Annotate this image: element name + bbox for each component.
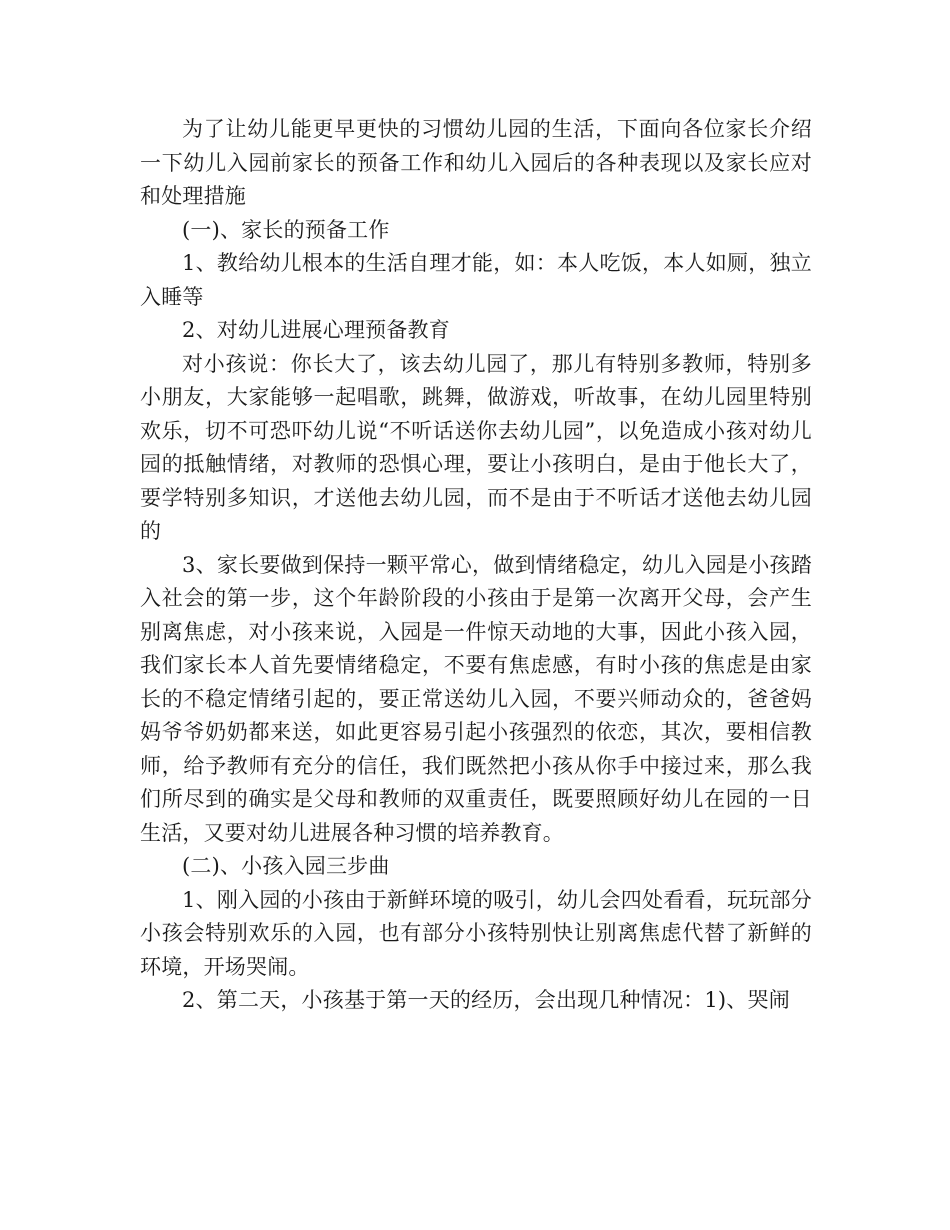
section-heading-parent-preparation: (一)、家长的预备工作 — [182, 217, 390, 242]
item-second-day: 2、第二天，小孩基于第一天的经历，会出现几种情况：1)、哭闹 — [182, 988, 790, 1012]
item-self-care-skills: 1、教给幼儿根本的生活自理才能，如：本人吃饭，本人如厕，独立入睡等 — [140, 251, 812, 309]
item-first-day: 1、刚入园的小孩由于新鲜环境的吸引，幼儿会四处看看，玩玩部分小孩会特别欢乐的入园，也有部分小孩特别快让别离焦虑代替了新鲜的环境，开场哭闹。 — [140, 887, 812, 979]
paragraph-talk-to-child: 对小孩说：你长大了，该去幼儿园了，那儿有特别多教师，特别多小朋友，大家能够一起唱歌，跳舞，做游戏，听故事，在幼儿园里特别欢乐，切不可恐吓幼儿说“不听话送你去幼儿园”，以免造成小孩对幼儿园的抵触情绪，对教师的恐惧心理，要让小孩明白，是由于他长大了，要学特别多知识，才送他去幼儿园，而不是由于不听话才送他去幼儿园的 — [140, 351, 812, 543]
item-parent-calm-mind: 3、家长要做到保持一颗平常心，做到情绪稳定，幼儿入园是小孩踏入社会的第一步，这个年龄阶段的小孩由于是第一次离开父母，会产生别离焦虑，对小孩来说，入园是一件惊天动地的大事，因此小孩入园，我们家长本人首先要情绪稳定，不要有焦虑感，有时小孩的焦虑是由家长的不稳定情绪引起的，要正常送幼儿入园，不要兴师动众的，爸爸妈妈爷爷奶奶都来送，如此更容易引起小孩强烈的依恋，其次，要相信教师，给予教师有充分的信任，我们既然把小孩从你手中接过来，那么我们所尽到的确实是父母和教师的双重责任，既要照顾好幼儿在园的一日生活，又要对幼儿进展各种习惯的培养教育。 — [140, 552, 812, 845]
item-psychological-preparation: 2、对幼儿进展心理预备教育 — [182, 318, 450, 342]
intro-paragraph: 为了让幼儿能更早更快的习惯幼儿园的生活，下面向各位家长介绍一下幼儿入园前家长的预备工作和幼儿入园后的各种表现以及家长应对和处理措施 — [140, 117, 812, 208]
section-heading-three-steps: (二)、小孩入园三步曲 — [182, 854, 390, 878]
document-body — [140, 113, 812, 1018]
